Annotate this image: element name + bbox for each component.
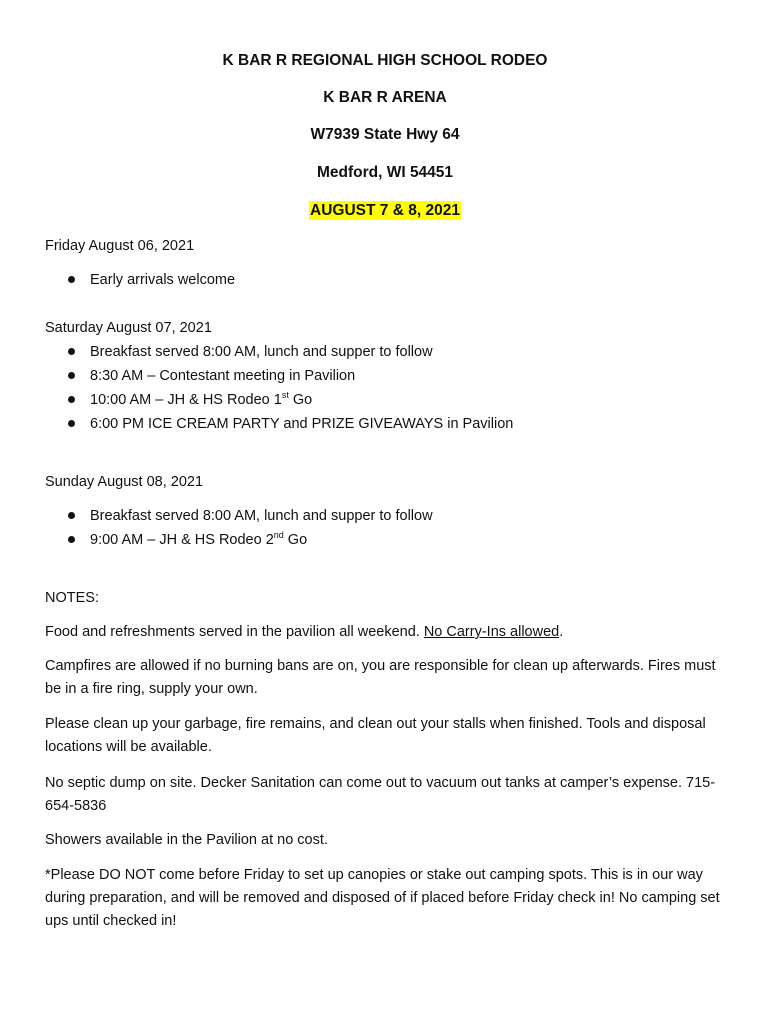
notes-cleanup: Please clean up your garbage, fire remains, and clean out your stalls when finished. Tools and disposal locations will be available. xyxy=(45,716,706,755)
list-item: Breakfast served 8:00 AM, lunch and supper to follow xyxy=(68,506,433,526)
notes-warning: *Please DO NOT come before Friday to set up canopies or stake out camping spots. This is in our way during preparation, and will be removed and disposed of if placed before Friday check in! No camping set ups until checked in! xyxy=(45,867,720,929)
saturday-heading: Saturday August 07, 2021 xyxy=(45,320,212,336)
venue-city: Medford, WI 54451 xyxy=(316,164,454,181)
notes-food: Food and refreshments served in the pavilion all weekend. No Carry-Ins allowed. xyxy=(45,624,564,640)
sunday-heading: Sunday August 08, 2021 xyxy=(45,474,204,490)
bullet-icon xyxy=(68,536,75,543)
notes-showers: Showers available in the Pavilion at no cost. xyxy=(45,832,328,848)
bullet-icon xyxy=(68,372,75,379)
event-dates: AUGUST 7 & 8, 2021 xyxy=(310,202,460,219)
list-item: 6:00 PM ICE CREAM PARTY and PRIZE GIVEAWAYS in Pavilion xyxy=(68,414,513,434)
bullet-icon xyxy=(68,512,75,519)
list-item: 8:30 AM – Contestant meeting in Pavilion xyxy=(68,366,355,386)
notes-septic: No septic dump on site. Decker Sanitation can come out to vacuum out tanks at camper’s expense. 715-654-5836 xyxy=(45,775,716,814)
event-title: K BAR R REGIONAL HIGH SCHOOL RODEO xyxy=(222,52,548,69)
venue-name: K BAR R ARENA xyxy=(323,89,447,106)
list-item: Breakfast served 8:00 AM, lunch and supper to follow xyxy=(68,342,433,362)
bullet-icon xyxy=(68,420,75,427)
bullet-icon xyxy=(68,396,75,403)
list-item: 10:00 AM – JH & HS Rodeo 1st Go xyxy=(68,390,312,410)
no-carry-ins-note: No Carry-Ins allowed xyxy=(423,624,560,640)
venue-address: W7939 State Hwy 64 xyxy=(310,126,460,143)
bullet-icon xyxy=(68,348,75,355)
bullet-icon xyxy=(68,276,75,283)
friday-heading: Friday August 06, 2021 xyxy=(45,238,195,254)
notes-heading: NOTES: xyxy=(45,590,99,606)
notes-campfires: Campfires are allowed if no burning bans are on, you are responsible for clean up afterwards. Fires must be in a fire ring, supply your own. xyxy=(45,658,716,697)
list-item: Early arrivals welcome xyxy=(68,270,235,290)
event-dates-line xyxy=(0,201,770,221)
list-item: 9:00 AM – JH & HS Rodeo 2nd Go xyxy=(68,530,307,550)
